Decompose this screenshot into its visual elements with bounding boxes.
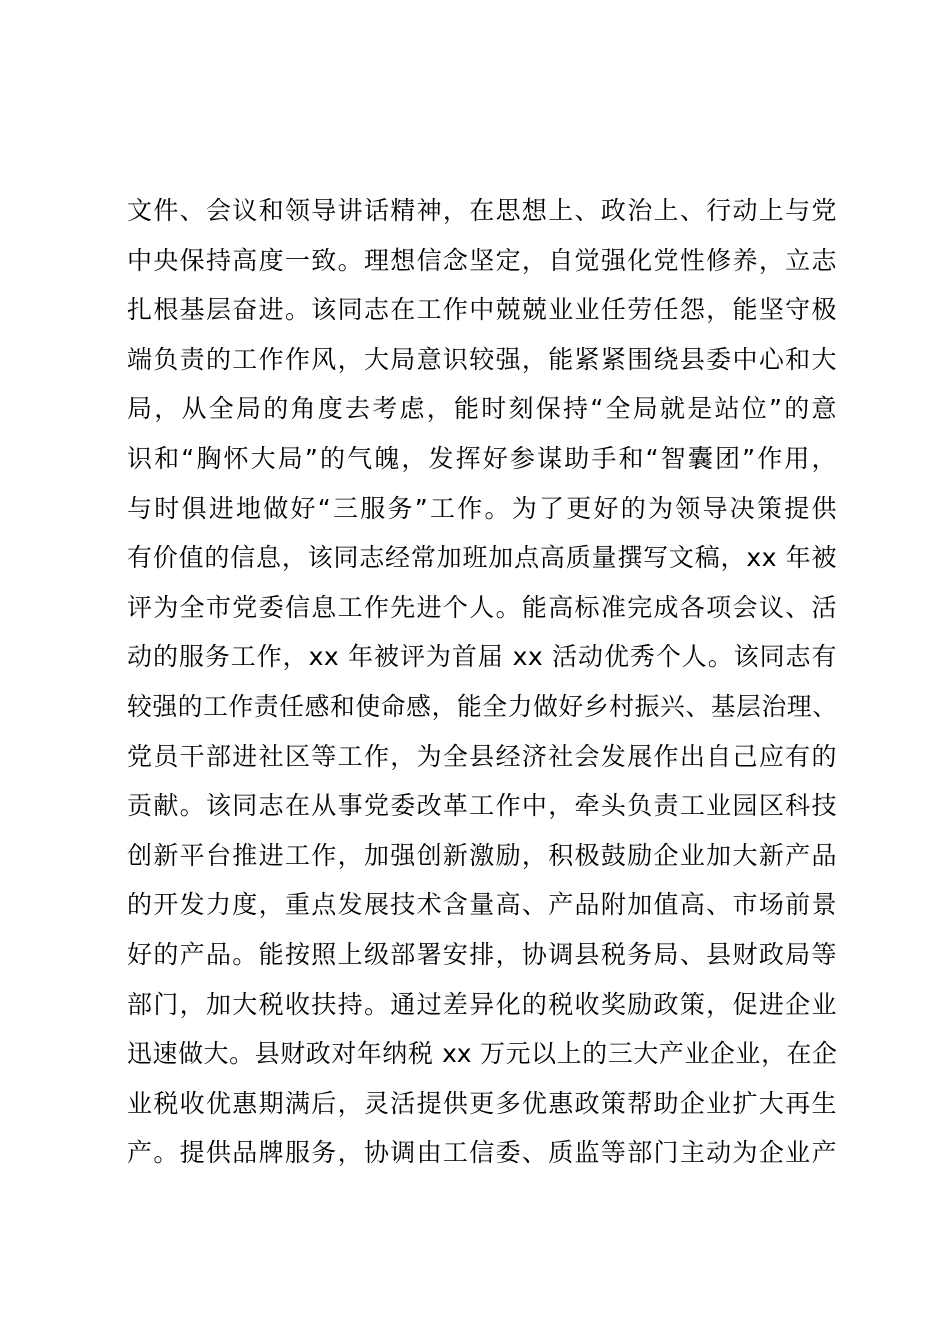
text-line: 党员干部进社区等工作，为全县经济社会发展作出自己应有的 [127,741,837,771]
text-line: 中央保持高度一致。理想信念坚定，自觉强化党性修养，立志 [127,245,837,275]
text-line: 的开发力度，重点发展技术含量高、产品附加值高、市场前景 [127,890,837,920]
text-line: 好的产品。能按照上级部署安排，协调县税务局、县财政局等 [127,939,837,969]
text-line: 部门，加大税收扶持。通过差异化的税收奖励政策，促进企业 [127,989,837,1019]
text-line: 文件、会议和领导讲话精神，在思想上、政治上、行动上与党 [127,196,837,225]
text-line: 与时俱进地做好“三服务”工作。为了更好的为领导决策提供 [127,493,837,523]
text-line: 端负责的工作作风，大局意识较强，能紧紧围绕县委中心和大 [127,344,837,374]
text-line: 评为全市党委信息工作先进个人。能高标准完成各项会议、活 [127,592,837,622]
text-line: 创新平台推进工作，加强创新激励，积极鼓励企业加大新产品 [127,840,837,870]
text-line: 有价值的信息，该同志经常加班加点高质量撰写文稿，xx 年被 [127,543,837,573]
text-line: 产。提供品牌服务，协调由工信委、质监等部门主动为企业产 [127,1138,837,1168]
text-line: 动的服务工作，xx 年被评为首届 xx 活动优秀个人。该同志有 [127,642,837,672]
text-line: 较强的工作责任感和使命感，能全力做好乡村振兴、基层治理、 [127,691,837,721]
text-line: 局，从全局的角度去考虑，能时刻保持“全局就是站位”的意 [127,394,837,424]
text-line: 贡献。该同志在从事党委改革工作中，牵头负责工业园区科技 [127,791,837,821]
text-line: 扎根基层奋进。该同志在工作中兢兢业业任劳任怨，能坚守极 [127,295,837,325]
text-line: 业税收优惠期满后，灵活提供更多优惠政策帮助企业扩大再生 [127,1088,837,1118]
body-paragraph [127,186,837,1178]
text-line: 识和“胸怀大局”的气魄，发挥好参谋助手和“智囊团”作用， [127,443,837,473]
text-line: 迅速做大。县财政对年纳税 xx 万元以上的三大产业企业，在企 [127,1039,837,1069]
